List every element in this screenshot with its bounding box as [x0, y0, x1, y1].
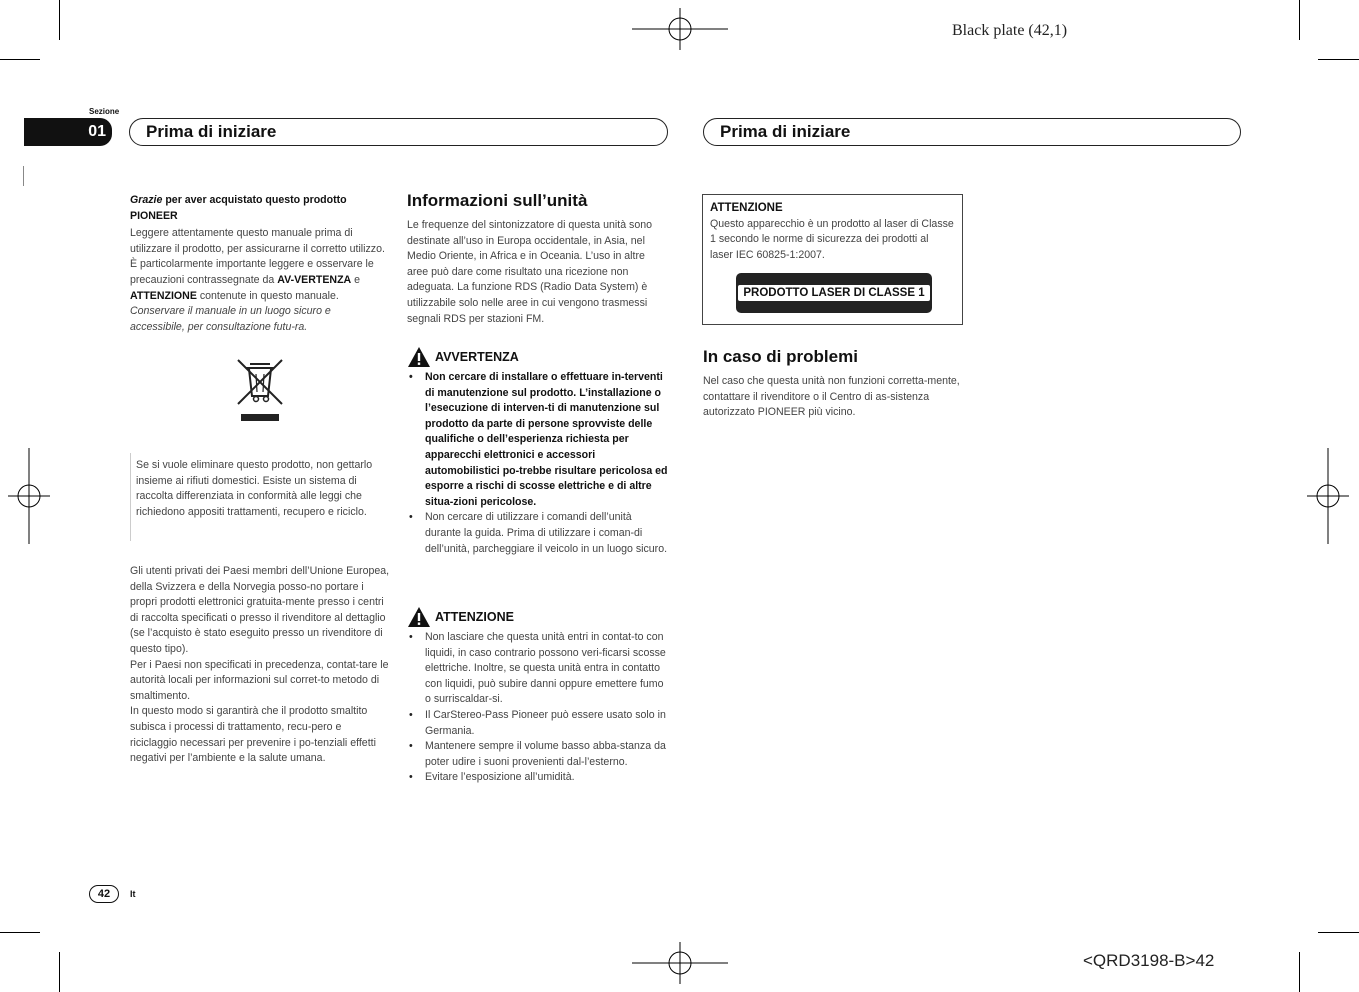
disposal-note: Se si vuole eliminare questo prodotto, non gettarlo insieme ai rifiuti domestici. Esiste un sistema di raccolta differenziata in conformità alle leggi che richiedono appositi trattamenti, recupero e riciclo.	[136, 459, 373, 518]
laser-caution-box	[702, 194, 963, 325]
warning-heading	[407, 346, 519, 368]
intro-text-c: e	[351, 273, 361, 286]
warning-icon	[407, 606, 431, 628]
disposal-info	[130, 564, 390, 767]
registration-mark-left	[8, 448, 50, 544]
intro-italic-note: Conservare il manuale in un luogo sicuro e accessibile, per consultazione futu-ra.	[130, 305, 331, 333]
section-label: Sezione	[89, 107, 120, 116]
laser-class-text: PRODOTTO LASER DI CLASSE 1	[738, 285, 929, 301]
note-divider	[130, 453, 131, 541]
warning-item: • Non cercare di utilizzare i comandi dell’unità durante la guida. Prima di utilizzare i coman-di dell’unità, parcheggiare il veicolo in un luogo sicuro.	[407, 510, 669, 557]
caution-title: ATTENZIONE	[435, 610, 514, 624]
intro-text-a: Leggere attentamente questo manuale prima di utilizzare il prodotto, per assicurarne il corretto utilizzo. È particolarmente importante leggere e osservare le precauzioni contrassegnate da	[130, 227, 385, 286]
section-number: 01	[88, 123, 106, 140]
registration-mark-bottom	[632, 942, 728, 984]
caution-item: • Il CarStereo-Pass Pioneer può essere usato solo in Germania.	[407, 708, 669, 739]
weee-bin-icon	[236, 356, 284, 424]
unit-info-text: Le frequenze del sintonizzatore di questa unità sono destinate all’uso in Europa occidentale, in Asia, nel Medio Oriente, in Africa e in Oceania. L’uso in altre aree può dare come risultato una ricezione non adeguata. La funzione RDS (Radio Data System) è utilizzabile solo nelle aree in cui vengono trasmessi segnali RDS per stazioni FM.	[407, 219, 653, 325]
registration-mark-right	[1307, 448, 1349, 544]
laser-caution-text: Questo apparecchio è un prodotto al laser di Classe 1 secondo le norme di sicurezza dei prodotti al laser IEC 60825-1:2007.	[710, 217, 954, 261]
caution-item: • Evitare l’esposizione all’umidità.	[407, 770, 669, 786]
registration-mark-top	[632, 8, 728, 50]
caution-item: • Non lasciare che questa unità entri in contat-to con liquidi, in caso contrario possono veri-ficarsi scosse elettriche. Inoltre, se questa unità entra in contatto con liquidi, può subire danni oppure emettere fumo o surriscaldar-si.	[407, 630, 669, 708]
section-badge	[24, 118, 112, 146]
intro-italic: Grazie	[130, 194, 163, 206]
header-left: Prima di iniziare	[129, 118, 668, 146]
laser-class-label	[736, 273, 932, 313]
troubleshooting-text: Nel caso che questa unità non funzioni corretta-mente, contattare il rivenditore o il Centro di as-sistenza autorizzato PIONEER più vicino.	[703, 375, 960, 419]
intro-block	[130, 193, 388, 335]
disposal-paragraph-3: In questo modo si garantirà che il prodotto smaltito subisca i processi di trattamento, recu-pero e riciclaggio necessari per prevenire i po-tenziali effetti negativi per l’ambiente e la salute umana.	[130, 705, 376, 765]
caution-item: • Mantenere sempre il volume basso abba-stanza da poter udire i suoni provenienti dal-l’esterno.	[407, 739, 669, 770]
laser-caution-title: ATTENZIONE	[710, 202, 783, 214]
disposal-paragraph-1: Gli utenti privati dei Paesi membri dell’Unione Europea, della Svizzera e della Norvegia posso-no portare i propri prodotti elettronici gratuita-mente presso i centri di raccolta specificati o presso il rivenditore al dettaglio (se l’acquisto è stato eseguito presso un rivenditore di questo tipo).	[130, 565, 390, 655]
intro-text-d: contenute in questo manuale.	[196, 289, 339, 302]
intro-bold: per aver acquistato questo prodotto PIONEER	[130, 194, 347, 222]
header-right: Prima di iniziare	[703, 118, 1241, 146]
plate-label: Black plate (42,1)	[952, 22, 1068, 39]
caution-heading	[407, 606, 514, 628]
warning-item: • Non cercare di installare o effettuare in-terventi di manutenzione sul prodotto. L’installazione o l’esecuzione di interven-ti di manutenzione sul prodotto da parte di persone sprovviste delle qualifiche o dell’esperienza richiesta per apparecchi elettronici e accessori automobilistici po-trebbe risultare pericolosa ed esporre a rischi di scosse elettriche e di altre situa-zioni pericolose.	[407, 370, 669, 510]
warning-list	[407, 370, 669, 557]
language-code: It	[130, 889, 136, 899]
caution-list	[407, 630, 669, 786]
page-number: 42	[89, 885, 119, 903]
troubleshooting-title: In caso di problemi	[703, 347, 858, 366]
document-code: <QRD3198-B>42	[1083, 951, 1215, 970]
disposal-paragraph-2: Per i Paesi non specificati in precedenza, contat-tare le autorità locali per informazioni sul corret-to metodo di smaltimento.	[130, 658, 389, 702]
warning-icon	[407, 346, 431, 368]
unit-info-title: Informazioni sull’unità	[407, 191, 588, 210]
intro-avvertenza: AV-VERTENZA	[277, 273, 352, 286]
warning-title: AVVERTENZA	[435, 350, 519, 364]
intro-attenzione: ATTENZIONE	[130, 289, 197, 302]
